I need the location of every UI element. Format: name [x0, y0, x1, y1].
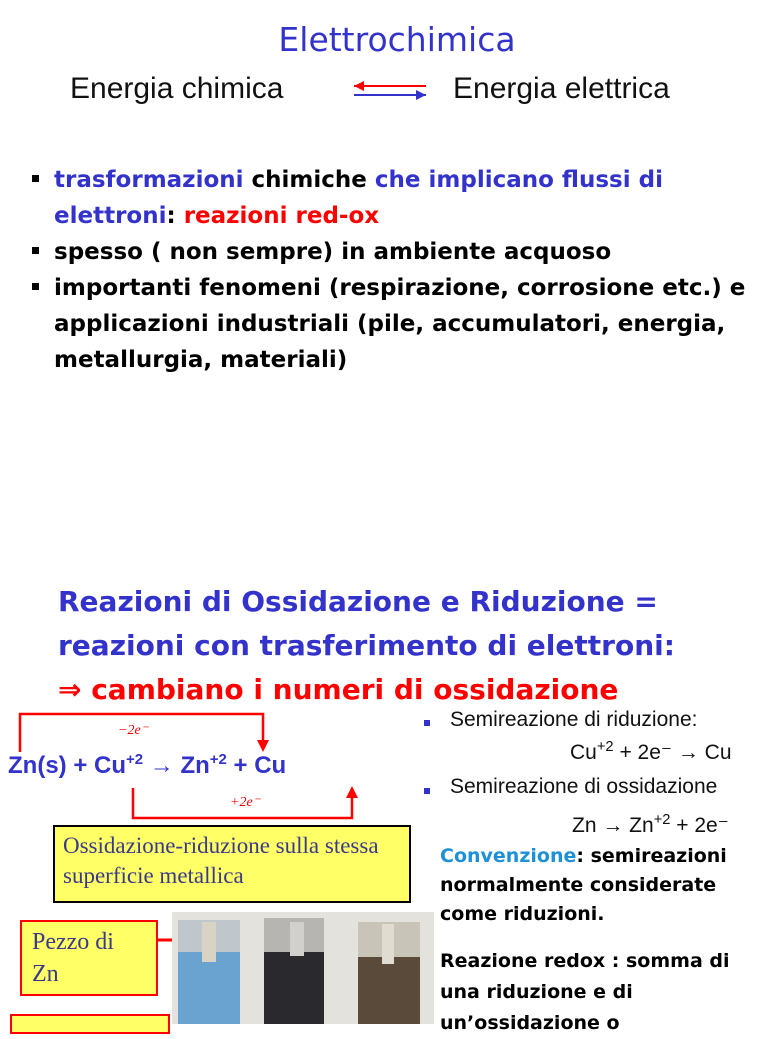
bullet-square-icon [32, 283, 39, 290]
semi-ox-eq-a: Zn → Zn [572, 814, 654, 837]
bullet-square-icon [32, 247, 39, 254]
slide2-title-line2: reazioni con trasferimento di elettroni: [58, 629, 675, 662]
reaction-part3: + Cu [226, 752, 287, 779]
semi-rid-eq-b: + 2e⁻ → Cu [613, 741, 732, 764]
minus-2e-label: −2e⁻ [118, 723, 149, 738]
slide1-title: Elettrochimica [278, 20, 516, 59]
bullet1-part3: che implicano flussi di elettroni [54, 167, 663, 229]
energy-electric-label: Energia elettrica [453, 72, 670, 105]
bullet-item [30, 162, 760, 234]
bullet1-part2: chimiche [243, 167, 375, 193]
energy-chemical-label: Energia chimica [70, 72, 284, 105]
pezzo-zn-callout: Pezzo di Zn [20, 920, 158, 996]
semi-riduzione-label: Semireazione di riduzione: [450, 708, 698, 731]
slide2-title-line1: Reazioni di Ossidazione e Riduzione = [58, 585, 658, 618]
reaction-charge2: +2 [209, 751, 227, 768]
convenzione-key: Convenzione [440, 845, 577, 867]
test-tubes-photo [172, 912, 434, 1024]
reaction-part1: Zn(s) + Cu [8, 752, 126, 779]
semi-rid-eq-charge: +2 [596, 739, 614, 755]
semi-ox-eq-charge: +2 [653, 812, 671, 828]
semi-riduzione-equation [570, 740, 732, 765]
slide2-title-line3: ⇒ cambiano i numeri di ossidazione [58, 673, 619, 706]
semi-ox-eq-b: + 2e⁻ [670, 814, 729, 837]
bullet-square-icon [32, 175, 39, 182]
reaction-charge1: +2 [126, 751, 144, 768]
equilibrium-arrows-icon [350, 78, 430, 102]
bullet1-part4: : [166, 203, 184, 229]
semi-ossidazione-equation [572, 813, 729, 838]
reaction-part2: → Zn [143, 752, 210, 779]
bullet-item [30, 234, 760, 270]
bullet1-part5: reazioni red-ox [183, 203, 380, 229]
convenzione-text: : semireazioni normalmente considerate come riduzioni. [440, 845, 727, 925]
bullet1-part1: trasformazioni [54, 167, 244, 193]
same-surface-callout: Ossidazione-riduzione sulla stessa superficie metallica [53, 825, 411, 903]
slide2-title [58, 580, 758, 712]
semi-rid-eq-a: Cu [570, 741, 597, 764]
slide1-bullets [30, 162, 760, 378]
semi-ossidazione-label: Semireazione di ossidazione [450, 775, 718, 798]
redox-reaction [8, 752, 286, 780]
bullet-item [30, 270, 760, 378]
bullet-square-icon [424, 788, 430, 794]
bullet2-text: spesso ( non sempre) in ambiente acquoso [54, 239, 612, 265]
callout-box-partial [10, 1014, 170, 1034]
bullet-square-icon [424, 720, 430, 726]
redox-definition: Reazione redox : somma di una riduzione e di un’ossidazione o [440, 950, 730, 1034]
plus-2e-label: +2e⁻ [230, 795, 261, 810]
convenzione-note [440, 842, 768, 929]
bullet3-text: importanti fenomeni (respirazione, corrosione etc.) e applicazioni industriali (pile, accumulatori, energia, metallurgia, materiali) [54, 275, 746, 373]
